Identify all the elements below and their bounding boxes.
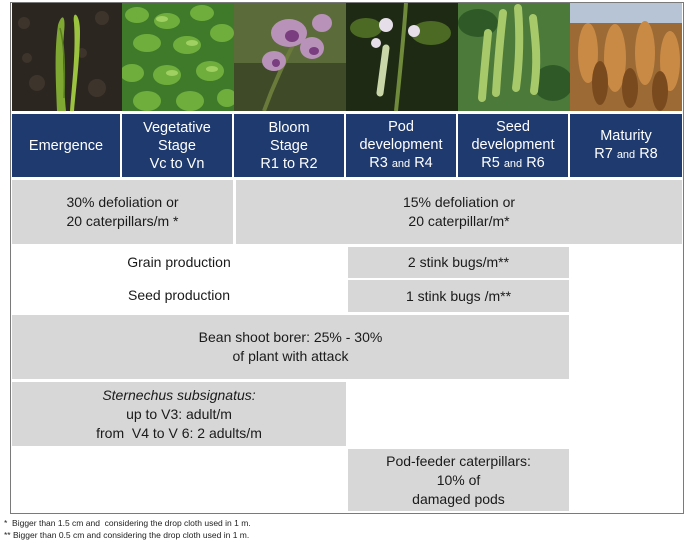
stage-name: Seed — [496, 119, 530, 135]
stage-name: Maturity — [600, 128, 652, 144]
stage-range-start: R7 — [594, 146, 613, 162]
grain-production-value: 2 stink bugs/m** — [407, 254, 510, 270]
photo-vegetative — [122, 3, 234, 111]
stage-range-and: and — [503, 158, 523, 170]
photo-seed-development — [458, 3, 570, 111]
bean-shoot-borer-line2: of plant with attack — [232, 348, 349, 364]
stage-header-bloom — [234, 114, 346, 177]
grain-production-text: Grain production — [127, 253, 231, 270]
defoliation-early-cell — [12, 180, 233, 244]
stage-subtitle: Stage — [158, 137, 196, 154]
stage-range — [481, 154, 545, 173]
seed-production-value: 1 stink bugs /m** — [405, 287, 512, 304]
seed-production-threshold — [348, 280, 569, 312]
stage-subtitle: development — [359, 137, 443, 153]
photo-emergence — [12, 3, 122, 111]
seed-production-label — [12, 280, 346, 311]
stage-range: Vc to Vn — [149, 155, 205, 172]
stage-header-vegetative — [122, 114, 234, 177]
pod-feeder-line1: Pod-feeder caterpillars: — [386, 452, 531, 469]
photo-pod-development — [346, 3, 458, 111]
stage-range-start: R3 — [369, 155, 388, 171]
stage-header-seed — [458, 114, 570, 177]
stage-name: Emergence — [28, 137, 104, 154]
defoliation-late-cell — [236, 180, 682, 244]
pod-feeder-line2: 10% of — [436, 471, 481, 488]
stage-range-end: R4 — [414, 155, 433, 171]
defoliation-late-line1: 15% defoliation or — [402, 194, 516, 210]
photo-bloom — [234, 3, 346, 111]
photo-maturity — [570, 3, 682, 111]
sternechus-line2: up to V3: adult/m — [126, 405, 232, 422]
footnote-one: * Bigger than 1.5 cm and considering the drop cloth used in 1 m. — [4, 518, 251, 528]
seed-production-text: Seed production — [128, 287, 230, 303]
stage-range: R1 to R2 — [260, 155, 318, 172]
defoliation-early-line1: 30% defoliation or — [66, 194, 179, 210]
pod-feeder-cell — [348, 449, 569, 511]
bean-shoot-borer-cell — [12, 315, 569, 379]
stage-subtitle: Stage — [270, 137, 308, 154]
grain-production-threshold — [348, 247, 569, 278]
stage-header-emergence — [12, 114, 122, 177]
footnote-two: ** Bigger than 0.5 cm and considering the drop cloth used in 1 m. — [4, 530, 250, 540]
defoliation-late-line2: 20 caterpillar/m* — [408, 213, 510, 229]
stage-range — [594, 145, 658, 164]
stage-name: Bloom — [268, 119, 310, 136]
stage-range-end: R6 — [526, 155, 545, 171]
stage-range-end: R8 — [639, 146, 658, 162]
grain-production-label — [12, 247, 346, 277]
pod-feeder-line3: damaged pods — [412, 490, 505, 507]
stage-header-maturity — [570, 114, 682, 177]
stage-range — [369, 154, 433, 173]
stage-name: Vegetative — [143, 119, 211, 136]
stage-subtitle: development — [471, 137, 555, 153]
stage-range-start: R5 — [481, 155, 500, 171]
sternechus-cell — [12, 382, 346, 446]
stage-range-and: and — [391, 158, 411, 170]
stage-range-and: and — [616, 149, 636, 161]
defoliation-early-line2: 20 caterpillars/m * — [66, 213, 179, 229]
sternechus-line3: from V4 to V 6: 2 adults/m — [96, 424, 262, 441]
bean-shoot-borer-line1: Bean shoot borer: 25% - 30% — [198, 329, 383, 345]
stage-name: Pod — [388, 119, 414, 135]
stage-header-pod — [346, 114, 458, 177]
sternechus-species: Sternechus subsignatus: — [102, 386, 256, 403]
